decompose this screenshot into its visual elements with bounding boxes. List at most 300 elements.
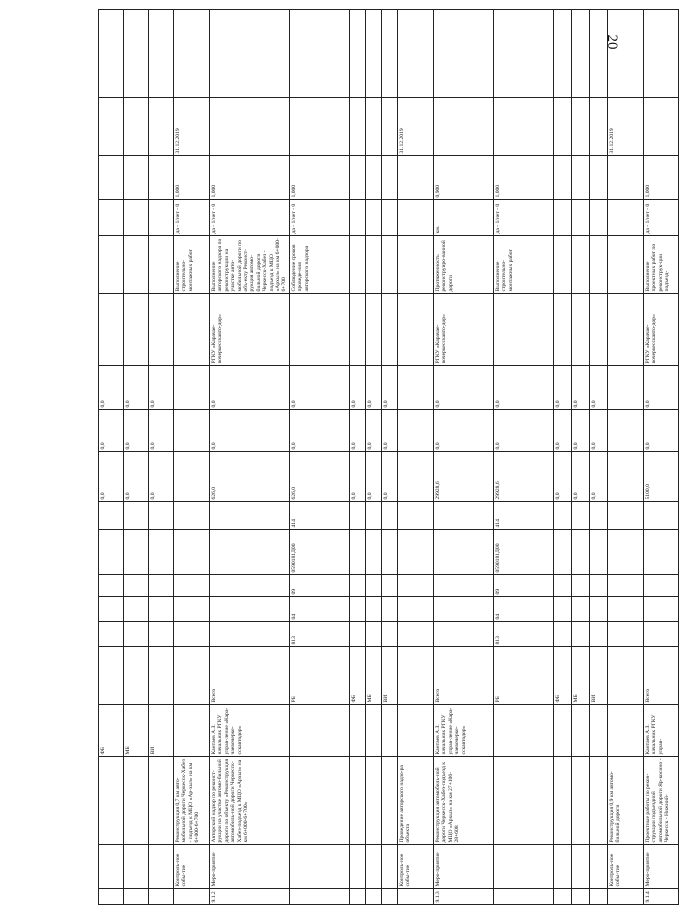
cell-rz-code	[433, 597, 493, 622]
cell-csr-code	[149, 530, 174, 575]
cell-csr-code: 0590181Д00	[289, 530, 349, 575]
cell-extra	[643, 10, 678, 98]
cell-executor	[381, 294, 397, 366]
cell-deadline	[210, 98, 290, 156]
cell-vr-code	[397, 502, 433, 530]
cell-pr-code: 09	[289, 575, 349, 597]
cell-indicator	[397, 236, 433, 294]
cell-unit: да - 1/нет - 0	[493, 200, 553, 236]
cell-indicator	[553, 236, 571, 294]
cell-extra	[381, 10, 397, 98]
cell-amount-2021: 0,0	[493, 366, 553, 410]
cell-amount-2020: 0,0	[365, 410, 381, 452]
cell-target-value	[397, 156, 433, 200]
cell-item-type	[553, 845, 571, 889]
cell-deadline	[349, 98, 365, 156]
cell-indicator	[381, 236, 397, 294]
control-event-row	[607, 10, 643, 905]
cell-amount-2020	[607, 410, 643, 452]
cell-item-name: Реконструкция 0,9 км автомо-бильной дороги	[607, 757, 643, 845]
cell-item-number	[174, 889, 210, 905]
cell-pr-code: 09	[493, 575, 553, 597]
table-row	[643, 10, 678, 905]
cell-rz-code	[99, 597, 124, 622]
cell-pr-code	[365, 575, 381, 597]
cell-rz-code	[210, 597, 290, 622]
cell-deadline	[124, 98, 149, 156]
table-row	[210, 10, 290, 905]
cell-rz-code	[365, 597, 381, 622]
cell-target-value	[607, 156, 643, 200]
table-row	[124, 10, 149, 905]
cell-amount-2021	[607, 366, 643, 410]
cell-executor: РГКУ «Карачае-вочеркесскавто-дор»	[210, 294, 290, 366]
cell-gr-code	[365, 622, 381, 647]
cell-target-value: 1,000	[210, 156, 290, 200]
cell-gr-code	[381, 622, 397, 647]
cell-indicator	[149, 236, 174, 294]
cell-executor: РГКУ «Карачае-вочеркесскавто-дор»	[643, 294, 678, 366]
cell-gr-code	[553, 622, 571, 647]
cell-amount-2021: 0,0	[643, 366, 678, 410]
cell-item-type	[349, 845, 365, 889]
cell-extra	[289, 10, 349, 98]
cell-amount-2019: 626,0	[210, 452, 290, 502]
plan-table	[98, 9, 679, 905]
cell-vr-code: 414	[289, 502, 349, 530]
cell-unit	[349, 200, 365, 236]
cell-executor	[493, 294, 553, 366]
cell-unit: да - 1/нет - 0	[210, 200, 290, 236]
cell-extra	[99, 10, 124, 98]
cell-indicator: Выполнение авторского надзора по реконструкции на участке авто-мобильной дороги по объ-екту Реконст-рукция автомо-бильной дороги Черкесск-Хабез - подъезд к МЦО «Архыз» на км 6+000-6+700	[210, 236, 290, 294]
cell-gr-code	[571, 622, 589, 647]
cell-responsible	[589, 705, 607, 757]
cell-responsible	[289, 705, 349, 757]
cell-amount-2019: 626,0	[289, 452, 349, 502]
cell-responsible: ВИ	[149, 705, 174, 757]
cell-pr-code	[571, 575, 589, 597]
cell-item-type	[99, 845, 124, 889]
cell-pr-code	[124, 575, 149, 597]
cell-pr-code	[349, 575, 365, 597]
cell-indicator: Соблюдение сроков проведе-ния авторского надзора	[289, 236, 349, 294]
cell-target-value	[99, 156, 124, 200]
cell-rz-code	[381, 597, 397, 622]
cell-item-number	[589, 889, 607, 905]
cell-indicator: Выполнение проектных работ по реконструк-ции подъезд-	[643, 236, 678, 294]
cell-amount-2019: 29928,6	[433, 452, 493, 502]
cell-amount-2020	[174, 410, 210, 452]
cell-amount-2019: 0,0	[149, 452, 174, 502]
cell-vr-code	[174, 502, 210, 530]
control-event-row	[174, 10, 210, 905]
cell-amount-2020: 0,0	[643, 410, 678, 452]
cell-csr-code	[174, 530, 210, 575]
cell-amount-2019: 29928,6	[493, 452, 553, 502]
cell-item-name: Проектные работы по рекон-струкции подъездной автомобильной дороги Яр-косино - Черкесск - Нижний-	[643, 757, 678, 845]
cell-item-number: 9.1.3	[433, 889, 493, 905]
cell-gr-code	[607, 622, 643, 647]
cell-executor: РГКУ «Карачае-вочеркесскавто-дор»	[433, 294, 493, 366]
table-row	[433, 10, 493, 905]
cell-csr-code	[210, 530, 290, 575]
cell-csr-code	[365, 530, 381, 575]
cell-target-value	[349, 156, 365, 200]
cell-pr-code	[381, 575, 397, 597]
cell-responsible: Кантаев А.З. начальник РГКУ управ-ление «Кара-чаевочерке-сскавтодор»	[433, 705, 493, 757]
cell-amount-2019: 0,0	[124, 452, 149, 502]
cell-deadline	[365, 98, 381, 156]
cell-responsible	[365, 705, 381, 757]
cell-vr-code	[349, 502, 365, 530]
cell-responsible	[381, 705, 397, 757]
cell-funding-source: РБ	[289, 647, 349, 705]
table-row	[589, 10, 607, 905]
cell-deadline	[149, 98, 174, 156]
cell-item-number: 9.1.2	[210, 889, 290, 905]
cell-responsible: Кантаев А.З. начальник РГКУ управ-ление «Кара-чаевочерке-сскавтодор»	[210, 705, 290, 757]
cell-csr-code	[397, 530, 433, 575]
cell-csr-code	[571, 530, 589, 575]
cell-pr-code	[643, 575, 678, 597]
cell-pr-code	[99, 575, 124, 597]
table-row	[381, 10, 397, 905]
cell-extra	[397, 10, 433, 98]
cell-csr-code: 0590181Д00	[493, 530, 553, 575]
table-row	[365, 10, 381, 905]
cell-pr-code	[210, 575, 290, 597]
cell-pr-code	[433, 575, 493, 597]
cell-unit: да - 1/нет - 0	[643, 200, 678, 236]
cell-amount-2019: 0,0	[589, 452, 607, 502]
cell-amount-2021: 0,0	[99, 366, 124, 410]
cell-item-number	[99, 889, 124, 905]
cell-responsible: Кантаев А.З. начальник РГКУ управ-	[643, 705, 678, 757]
cell-item-number	[607, 889, 643, 905]
cell-executor	[553, 294, 571, 366]
cell-funding-source: ВИ	[381, 647, 397, 705]
cell-rz-code	[349, 597, 365, 622]
cell-vr-code	[149, 502, 174, 530]
cell-amount-2019: 0,0	[365, 452, 381, 502]
cell-indicator: Протяженность реконструиро-ванной дороги	[433, 236, 493, 294]
cell-unit	[553, 200, 571, 236]
cell-item-name	[349, 757, 365, 845]
cell-vr-code	[643, 502, 678, 530]
control-event-row	[397, 10, 433, 905]
cell-item-number	[397, 889, 433, 905]
cell-item-name	[289, 757, 349, 845]
cell-responsible: ФБ	[99, 705, 124, 757]
cell-amount-2020: 0,0	[433, 410, 493, 452]
cell-funding-source	[99, 647, 124, 705]
cell-deadline	[99, 98, 124, 156]
cell-unit	[124, 200, 149, 236]
cell-gr-code	[643, 622, 678, 647]
cell-item-type	[493, 845, 553, 889]
cell-pr-code	[553, 575, 571, 597]
table-row	[349, 10, 365, 905]
table-row	[493, 10, 553, 905]
cell-funding-source: Всего	[210, 647, 290, 705]
cell-indicator	[124, 236, 149, 294]
cell-item-name	[553, 757, 571, 845]
cell-responsible	[493, 705, 553, 757]
cell-amount-2020: 0,0	[493, 410, 553, 452]
cell-unit	[571, 200, 589, 236]
cell-target-value: 1,000	[289, 156, 349, 200]
cell-csr-code	[433, 530, 493, 575]
cell-extra	[493, 10, 553, 98]
cell-indicator: Выполнение строительно-монтажных работ	[493, 236, 553, 294]
cell-item-name	[149, 757, 174, 845]
cell-responsible	[553, 705, 571, 757]
cell-funding-source	[124, 647, 149, 705]
cell-amount-2021: 0,0	[210, 366, 290, 410]
cell-item-type: Контроль-ное собы-тие	[174, 845, 210, 889]
table-row	[289, 10, 349, 905]
cell-responsible	[397, 705, 433, 757]
cell-responsible: МБ	[124, 705, 149, 757]
cell-item-name	[124, 757, 149, 845]
table-row	[149, 10, 174, 905]
cell-extra	[174, 10, 210, 98]
cell-deadline	[571, 98, 589, 156]
cell-responsible	[607, 705, 643, 757]
cell-target-value	[365, 156, 381, 200]
cell-target-value: 0,900	[433, 156, 493, 200]
cell-amount-2019	[607, 452, 643, 502]
cell-deadline	[553, 98, 571, 156]
cell-unit	[589, 200, 607, 236]
cell-amount-2021	[174, 366, 210, 410]
cell-target-value: 1,000	[493, 156, 553, 200]
cell-rz-code: 04	[289, 597, 349, 622]
cell-vr-code	[433, 502, 493, 530]
cell-gr-code	[210, 622, 290, 647]
cell-executor	[289, 294, 349, 366]
cell-vr-code	[607, 502, 643, 530]
cell-funding-source: ФБ	[553, 647, 571, 705]
cell-item-number	[493, 889, 553, 905]
cell-target-value: 1,000	[643, 156, 678, 200]
cell-unit	[381, 200, 397, 236]
cell-target-value	[381, 156, 397, 200]
cell-executor	[149, 294, 174, 366]
cell-indicator	[589, 236, 607, 294]
cell-gr-code	[349, 622, 365, 647]
cell-funding-source: Всего	[643, 647, 678, 705]
cell-vr-code	[553, 502, 571, 530]
cell-executor	[349, 294, 365, 366]
cell-amount-2020: 0,0	[553, 410, 571, 452]
cell-indicator	[349, 236, 365, 294]
cell-amount-2020: 0,0	[589, 410, 607, 452]
cell-pr-code	[149, 575, 174, 597]
cell-item-number	[349, 889, 365, 905]
cell-item-type: Меро-приятие	[643, 845, 678, 889]
cell-pr-code	[174, 575, 210, 597]
cell-item-number: 9.1.4	[643, 889, 678, 905]
cell-rz-code	[149, 597, 174, 622]
cell-amount-2019: 0,0	[553, 452, 571, 502]
cell-csr-code	[589, 530, 607, 575]
cell-extra	[124, 10, 149, 98]
cell-pr-code	[589, 575, 607, 597]
cell-csr-code	[349, 530, 365, 575]
cell-pr-code	[397, 575, 433, 597]
cell-deadline	[643, 98, 678, 156]
cell-executor	[365, 294, 381, 366]
cell-item-type: Контроль-ное собы-тие	[607, 845, 643, 889]
cell-vr-code	[365, 502, 381, 530]
cell-executor	[99, 294, 124, 366]
cell-unit	[149, 200, 174, 236]
cell-deadline	[433, 98, 493, 156]
cell-extra	[349, 10, 365, 98]
cell-unit	[365, 200, 381, 236]
cell-amount-2021	[397, 366, 433, 410]
cell-item-type	[289, 845, 349, 889]
cell-amount-2020: 0,0	[289, 410, 349, 452]
cell-amount-2019: 0,0	[99, 452, 124, 502]
cell-responsible	[571, 705, 589, 757]
cell-rz-code	[174, 597, 210, 622]
table-row	[99, 10, 124, 905]
cell-indicator	[607, 236, 643, 294]
cell-indicator: Выполнение строительно-монтажных работ	[174, 236, 210, 294]
cell-target-value	[589, 156, 607, 200]
cell-amount-2021: 0,0	[433, 366, 493, 410]
cell-item-number	[553, 889, 571, 905]
cell-amount-2019: 5100,0	[643, 452, 678, 502]
cell-gr-code	[99, 622, 124, 647]
cell-csr-code	[124, 530, 149, 575]
cell-gr-code	[589, 622, 607, 647]
cell-target-value	[124, 156, 149, 200]
cell-rz-code	[607, 597, 643, 622]
cell-vr-code	[124, 502, 149, 530]
cell-csr-code	[643, 530, 678, 575]
cell-item-name: Реконструкция 0,7 км авто-мобильной дороги Черкесск-Хабез - подъезд к МЦО «Ар-хыз» на км 6+000-6+700	[174, 757, 210, 845]
cell-deadline	[493, 98, 553, 156]
cell-item-number	[381, 889, 397, 905]
cell-gr-code	[433, 622, 493, 647]
cell-vr-code	[210, 502, 290, 530]
cell-unit: км.	[433, 200, 493, 236]
cell-deadline	[289, 98, 349, 156]
cell-executor	[124, 294, 149, 366]
cell-funding-source	[149, 647, 174, 705]
cell-funding-source	[174, 647, 210, 705]
cell-extra	[553, 10, 571, 98]
cell-vr-code	[589, 502, 607, 530]
cell-item-type	[124, 845, 149, 889]
cell-executor	[607, 294, 643, 366]
cell-target-value	[149, 156, 174, 200]
cell-amount-2021: 0,0	[349, 366, 365, 410]
cell-amount-2021: 0,0	[589, 366, 607, 410]
cell-rz-code	[124, 597, 149, 622]
cell-amount-2020: 0,0	[210, 410, 290, 452]
cell-amount-2021: 0,0	[124, 366, 149, 410]
cell-unit: да - 1/нет - 0	[174, 200, 210, 236]
cell-item-name: Авторский надзор по реконст-рукции на участке автомо-бильной дороги по объекту «Реконструкция автомобиль-ной дороги Черкесск-Хабез-подъезд к МЦО «Архыз» на км 6+000-6+700»	[210, 757, 290, 845]
rotated-table-container	[98, 10, 671, 905]
cell-executor	[571, 294, 589, 366]
cell-unit: да - 1/нет - 0	[289, 200, 349, 236]
cell-amount-2019	[397, 452, 433, 502]
cell-responsible	[349, 705, 365, 757]
cell-extra	[589, 10, 607, 98]
cell-unit	[607, 200, 643, 236]
cell-item-number	[124, 889, 149, 905]
cell-csr-code	[99, 530, 124, 575]
cell-rz-code	[553, 597, 571, 622]
cell-gr-code: 813	[289, 622, 349, 647]
cell-item-number	[571, 889, 589, 905]
cell-amount-2020: 0,0	[124, 410, 149, 452]
cell-deadline: 31.12.2019	[607, 98, 643, 156]
cell-unit	[397, 200, 433, 236]
cell-amount-2021: 0,0	[571, 366, 589, 410]
cell-extra	[210, 10, 290, 98]
cell-amount-2021: 0,0	[289, 366, 349, 410]
cell-target-value	[553, 156, 571, 200]
cell-item-name	[589, 757, 607, 845]
cell-deadline: 31.12.2019	[174, 98, 210, 156]
cell-gr-code	[397, 622, 433, 647]
cell-vr-code	[99, 502, 124, 530]
cell-item-type: Меро-приятие	[433, 845, 493, 889]
cell-item-type	[149, 845, 174, 889]
cell-vr-code	[381, 502, 397, 530]
cell-target-value	[571, 156, 589, 200]
cell-amount-2021: 0,0	[365, 366, 381, 410]
cell-item-name	[571, 757, 589, 845]
cell-item-name	[99, 757, 124, 845]
cell-item-number	[149, 889, 174, 905]
cell-deadline	[381, 98, 397, 156]
cell-funding-source	[397, 647, 433, 705]
cell-csr-code	[607, 530, 643, 575]
cell-unit	[99, 200, 124, 236]
cell-rz-code	[397, 597, 433, 622]
cell-executor	[174, 294, 210, 366]
cell-rz-code: 04	[493, 597, 553, 622]
cell-item-number	[365, 889, 381, 905]
cell-executor	[397, 294, 433, 366]
cell-responsible	[174, 705, 210, 757]
cell-funding-source: ФБ	[349, 647, 365, 705]
cell-funding-source: МБ	[365, 647, 381, 705]
cell-csr-code	[381, 530, 397, 575]
cell-extra	[149, 10, 174, 98]
cell-amount-2021: 0,0	[553, 366, 571, 410]
cell-funding-source: ВИ	[589, 647, 607, 705]
cell-csr-code	[553, 530, 571, 575]
cell-indicator	[365, 236, 381, 294]
cell-rz-code	[571, 597, 589, 622]
table-row	[553, 10, 571, 905]
cell-amount-2019: 0,0	[381, 452, 397, 502]
cell-amount-2020: 0,0	[571, 410, 589, 452]
cell-funding-source	[607, 647, 643, 705]
cell-item-number	[289, 889, 349, 905]
cell-item-type: Контроль-ное собы-тие	[397, 845, 433, 889]
cell-item-type	[589, 845, 607, 889]
